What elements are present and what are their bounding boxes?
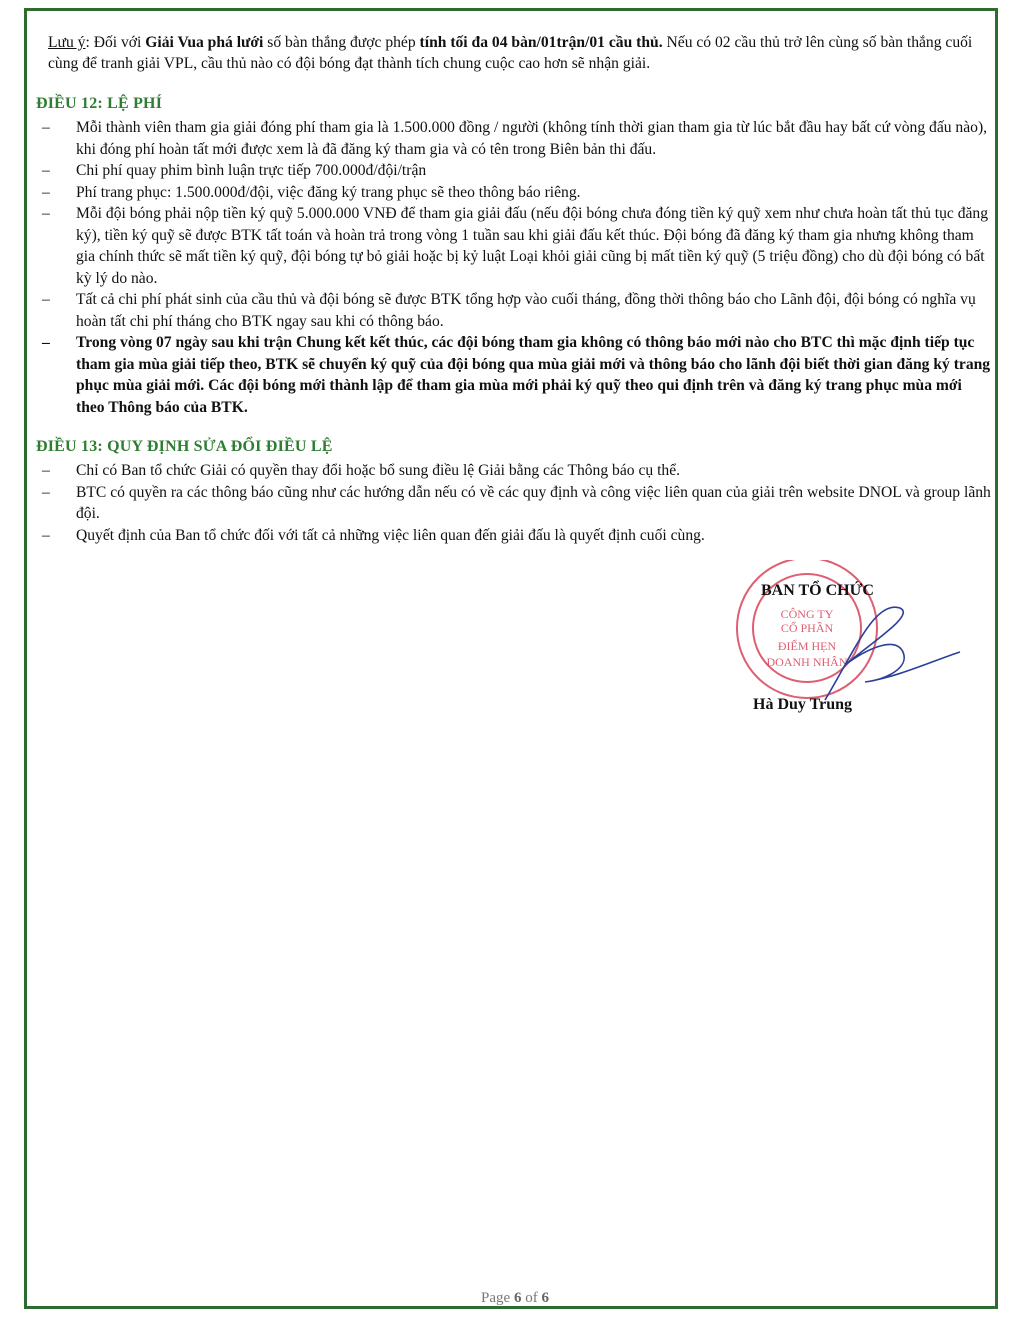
dash-bullet: –: [42, 183, 50, 201]
note-text-1: : Đối với: [85, 34, 146, 51]
svg-text:CỔ PHẦN: CỔ PHẦN: [780, 621, 834, 635]
dash-bullet: –: [42, 205, 50, 222]
note-paragraph: [48, 32, 993, 74]
list-item-text: Quyết định của Ban tổ chức đối với tất cả những việc liên quan đến giải đấu là quyết định cuối cùng.: [76, 526, 705, 544]
list-item: [36, 182, 991, 204]
section-13-list: [36, 460, 991, 546]
dash-bullet: –: [42, 119, 50, 136]
page-footer: [0, 1290, 1030, 1307]
section-12-list: [36, 117, 991, 418]
dash-bullet: –: [42, 162, 50, 179]
svg-text:DOANH NHÂN: DOANH NHÂN: [766, 655, 848, 669]
list-item: [36, 482, 991, 525]
list-item-text: Tất cả chi phí phát sinh của cầu thủ và đội bóng sẽ được BTK tổng hợp vào cuối tháng, đồng thời thông báo cho Lãnh đội, đội bóng có nghĩa vụ hoàn tất chi phí tháng cho BTK ngay sau khi có thông báo.: [76, 291, 976, 330]
footer-of-word: of: [525, 1290, 538, 1306]
list-item-text: Chỉ có Ban tổ chức Giải có quyền thay đổi hoặc bổ sung điều lệ Giải bằng các Thông báo cụ thể.: [76, 462, 681, 479]
list-item: [36, 160, 991, 182]
note-bold-2: tính tối đa 04 bàn/01trận/01 cầu thủ.: [419, 34, 663, 51]
list-item: [36, 203, 991, 289]
list-item: [36, 289, 991, 332]
section-12-heading: ĐIỀU 12: LỆ PHÍ: [36, 95, 163, 112]
note-text-3: Nếu có 02 cầu thủ trở lên cùng số bàn thắng cuối cùng để tranh giải VPL, cầu thủ nào có đội bóng đạt thành tích chung cuộc cao hơn sẽ nhận giải.: [48, 34, 973, 72]
dash-bullet: –: [42, 334, 50, 351]
svg-text:CÔNG TY: CÔNG TY: [780, 607, 834, 621]
list-item: [36, 332, 991, 418]
dash-bullet: –: [42, 462, 50, 479]
dash-bullet: –: [42, 483, 50, 501]
signer-name: Hà Duy Trung: [753, 696, 852, 713]
list-item-text: BTC có quyền ra các thông báo cũng như các hướng dẫn nếu có về các quy định và công việc liên quan của giải trên website DNOL và group lãnh đội.: [76, 483, 991, 522]
list-item: [36, 525, 991, 547]
current-page-number: 6: [513, 1290, 522, 1306]
list-item-text: Chi phí quay phim bình luận trực tiếp 700.000đ/đội/trận: [76, 162, 427, 179]
signature-block: [725, 560, 965, 730]
list-item: [36, 117, 991, 160]
footer-page-word: Page: [481, 1290, 511, 1306]
signature-title: BAN TỔ CHỨC: [761, 582, 874, 599]
list-item-text: Trong vòng 07 ngày sau khi trận Chung kết kết thúc, các đội bóng tham gia không có thông báo mới nào cho BTC thì mặc định tiếp tục tham gia mùa giải tiếp theo, BTK sẽ chuyển ký quỹ của đội bóng qua mùa giải mới và thông báo cho lãnh đội biết thời gian đăng ký trang phục mùa giải mới. Các đội bóng mới thành lập để tham gia mùa mới phải ký quỹ theo qui định trên và đăng ký trang phục mùa mới theo Thông báo của BTK.: [76, 334, 991, 416]
list-item-text: Mỗi thành viên tham gia giải đóng phí tham gia là 1.500.000 đồng / người (không tính thời gian tham gia từ lúc bắt đầu hay bất cứ vòng đấu nào), khi đóng phí hoàn tất mới được xem là đã đăng ký tham gia và có tên trong Biên bản thi đấu.: [76, 119, 988, 158]
note-label: Lưu ý: [48, 34, 86, 51]
total-pages-number: 6: [541, 1290, 549, 1306]
section-13-heading: ĐIỀU 13: QUY ĐỊNH SỬA ĐỔI ĐIỀU LỆ: [36, 438, 333, 455]
note-bold-1: Giải Vua phá lưới: [145, 34, 264, 51]
dash-bullet: –: [42, 526, 50, 544]
svg-text:ĐIỂM HẸN: ĐIỂM HẸN: [777, 639, 837, 653]
note-text-2: số bàn thắng được phép: [263, 34, 420, 51]
list-item: [36, 460, 991, 482]
list-item-text: Mỗi đội bóng phải nộp tiền ký quỹ 5.000.000 VNĐ để tham gia giải đấu (nếu đội bóng chưa đóng tiền ký quỹ xem như chưa hoàn tất thủ tục đăng ký), tiền ký quỹ sẽ được BTK tất toán và hoàn trả trong vòng 1 tuần sau khi giải đấu kết thúc. Đội bóng đã đăng ký tham gia nhưng không tham gia chính thức sẽ mất tiền ký quỹ, đội bóng tự bỏ giải hoặc bị kỷ luật Loại khỏi giải cũng bị mất tiền ký quỹ (5 triệu đồng) cho dù đội bóng có bất kỳ lý do nào.: [76, 205, 989, 287]
dash-bullet: –: [42, 291, 50, 308]
list-item-text: Phí trang phục: 1.500.000đ/đội, việc đăng ký trang phục sẽ theo thông báo riêng.: [76, 183, 581, 201]
